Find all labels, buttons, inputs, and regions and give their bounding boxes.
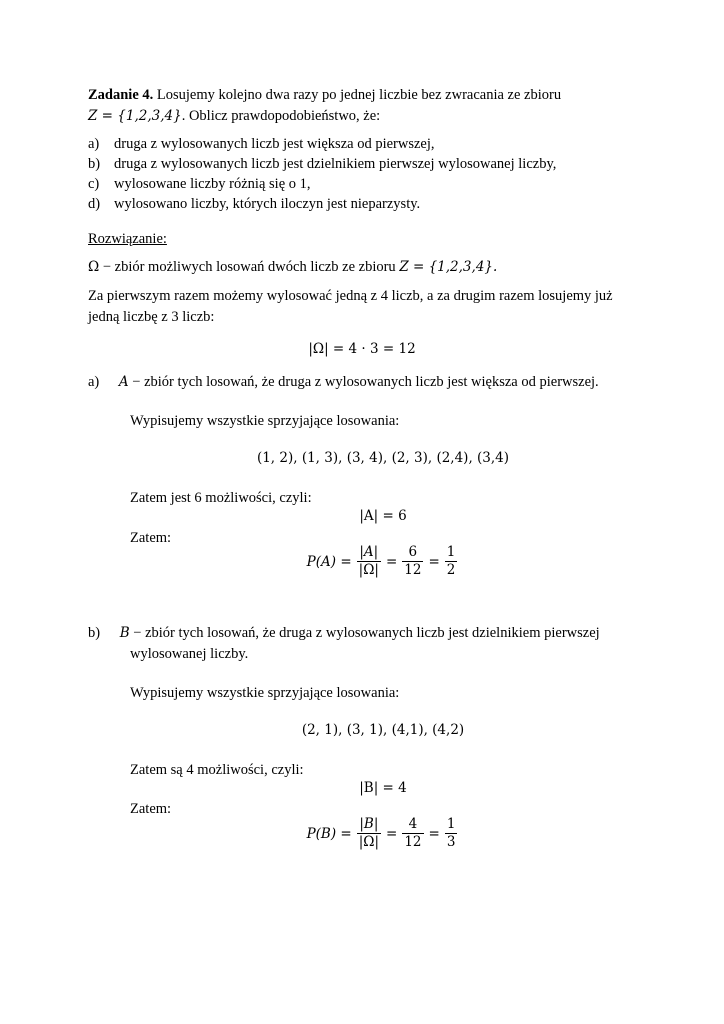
equals-sign: = xyxy=(386,825,398,842)
fraction-numerator: |B| xyxy=(359,816,379,832)
part-b-cardinality: |B| = 4 xyxy=(359,780,407,796)
task-set-math: Z = {1,2,3,4} xyxy=(88,108,182,124)
part-a-zatem: Zatem: xyxy=(130,530,172,546)
part-b-zatem: Zatem: xyxy=(130,801,172,817)
equals-sign: = xyxy=(428,553,440,570)
part-b-list-intro: Wypisujemy wszystkie sprzyjające losowania: xyxy=(130,685,400,701)
part-b-def-text-2: wylosowanej liczby. xyxy=(130,646,249,662)
part-b-probability xyxy=(0,816,724,851)
list-marker: c) xyxy=(88,176,100,192)
fraction-denominator: 2 xyxy=(446,562,456,578)
omega-symbol: Ω xyxy=(88,259,100,275)
fraction-denominator: |Ω| xyxy=(358,834,380,850)
fraction-denominator: 12 xyxy=(404,834,422,850)
part-a-outcomes: (1, 2), (1, 3), (3, 4), (2, 3), (2,4), (3,4) xyxy=(256,450,510,466)
part-b-definition xyxy=(88,624,600,642)
part-a-prob-lhs: P(A) = xyxy=(306,553,352,570)
task-set-text: . Oblicz prawdopodobieństwo, że: xyxy=(181,108,381,124)
part-a-count-text: Zatem jest 6 możliwości, czyli: xyxy=(130,490,312,506)
part-b-outcomes: (2, 1), (3, 1), (4,1), (4,2) xyxy=(301,722,465,738)
fraction xyxy=(357,544,381,579)
task-intro xyxy=(88,86,561,104)
task-intro-text: Losujemy kolejno dwa razy po jednej liczbie bez zwracania ze zbioru xyxy=(153,87,562,103)
task-title: Zadanie 4. xyxy=(88,87,154,103)
part-b-prob-lhs: P(B) = xyxy=(306,825,352,842)
part-a-marker: a) xyxy=(88,374,100,390)
fraction-numerator: 1 xyxy=(446,816,456,832)
part-a-definition xyxy=(88,373,599,391)
list-text: wylosowane liczby różnią się o 1, xyxy=(114,176,311,192)
fraction xyxy=(402,544,423,579)
fraction-numerator: 4 xyxy=(408,816,418,832)
part-a-list-intro: Wypisujemy wszystkie sprzyjające losowania: xyxy=(130,413,400,429)
fraction-numerator: 1 xyxy=(446,544,456,560)
part-b-count-text: Zatem są 4 możliwości, czyli: xyxy=(130,762,304,778)
fraction-denominator: 12 xyxy=(404,562,422,578)
omega-definition xyxy=(88,258,497,276)
part-a-probability xyxy=(0,544,724,579)
fraction-denominator: |Ω| xyxy=(358,562,379,578)
equals-sign: = xyxy=(385,553,398,570)
fraction-numerator: 6 xyxy=(408,544,418,560)
omega-cardinality: |Ω| = 4 · 3 = 12 xyxy=(308,341,416,357)
fraction-denominator: 3 xyxy=(446,834,456,850)
omega-set: Z = {1,2,3,4}. xyxy=(399,259,498,275)
task-set-line xyxy=(88,107,380,125)
equals-sign: = xyxy=(428,825,440,842)
part-b-def-text: − zbiór tych losowań, że druga z wylosowanych liczb jest dzielnikiem pierwszej xyxy=(129,625,600,641)
part-b-marker: b) xyxy=(88,625,101,641)
part-a-cardinality: |A| = 6 xyxy=(359,508,407,524)
part-a-set-symbol: A xyxy=(118,374,129,390)
omega-text: − zbiór możliwych losowań dwóch liczb ze zbioru xyxy=(99,259,400,275)
fraction xyxy=(357,816,381,851)
list-marker: b) xyxy=(88,156,101,172)
list-text: druga z wylosowanych liczb jest dzielnikiem pierwszej wylosowanej liczby, xyxy=(114,156,557,172)
list-text: wylosowano liczby, których iloczyn jest nieparzysty. xyxy=(114,196,421,212)
fraction xyxy=(402,816,423,851)
fraction-numerator: |A| xyxy=(359,544,379,560)
part-a-def-text: − zbiór tych losowań, że druga z wylosowanych liczb jest większa od pierwszej. xyxy=(128,374,599,390)
explain-line-1: Za pierwszym razem możemy wylosować jedną z 4 liczb, a za drugim razem losujemy już xyxy=(88,288,613,304)
list-text: druga z wylosowanych liczb jest większa od pierwszej, xyxy=(114,136,435,152)
list-marker: d) xyxy=(88,196,101,212)
explain-line-2: jedną liczbę z 3 liczb: xyxy=(88,309,215,325)
fraction xyxy=(445,816,458,851)
list-marker: a) xyxy=(88,136,100,152)
fraction xyxy=(445,544,458,579)
part-b-set-symbol: B xyxy=(119,625,130,641)
solution-heading: Rozwiązanie: xyxy=(88,231,167,247)
